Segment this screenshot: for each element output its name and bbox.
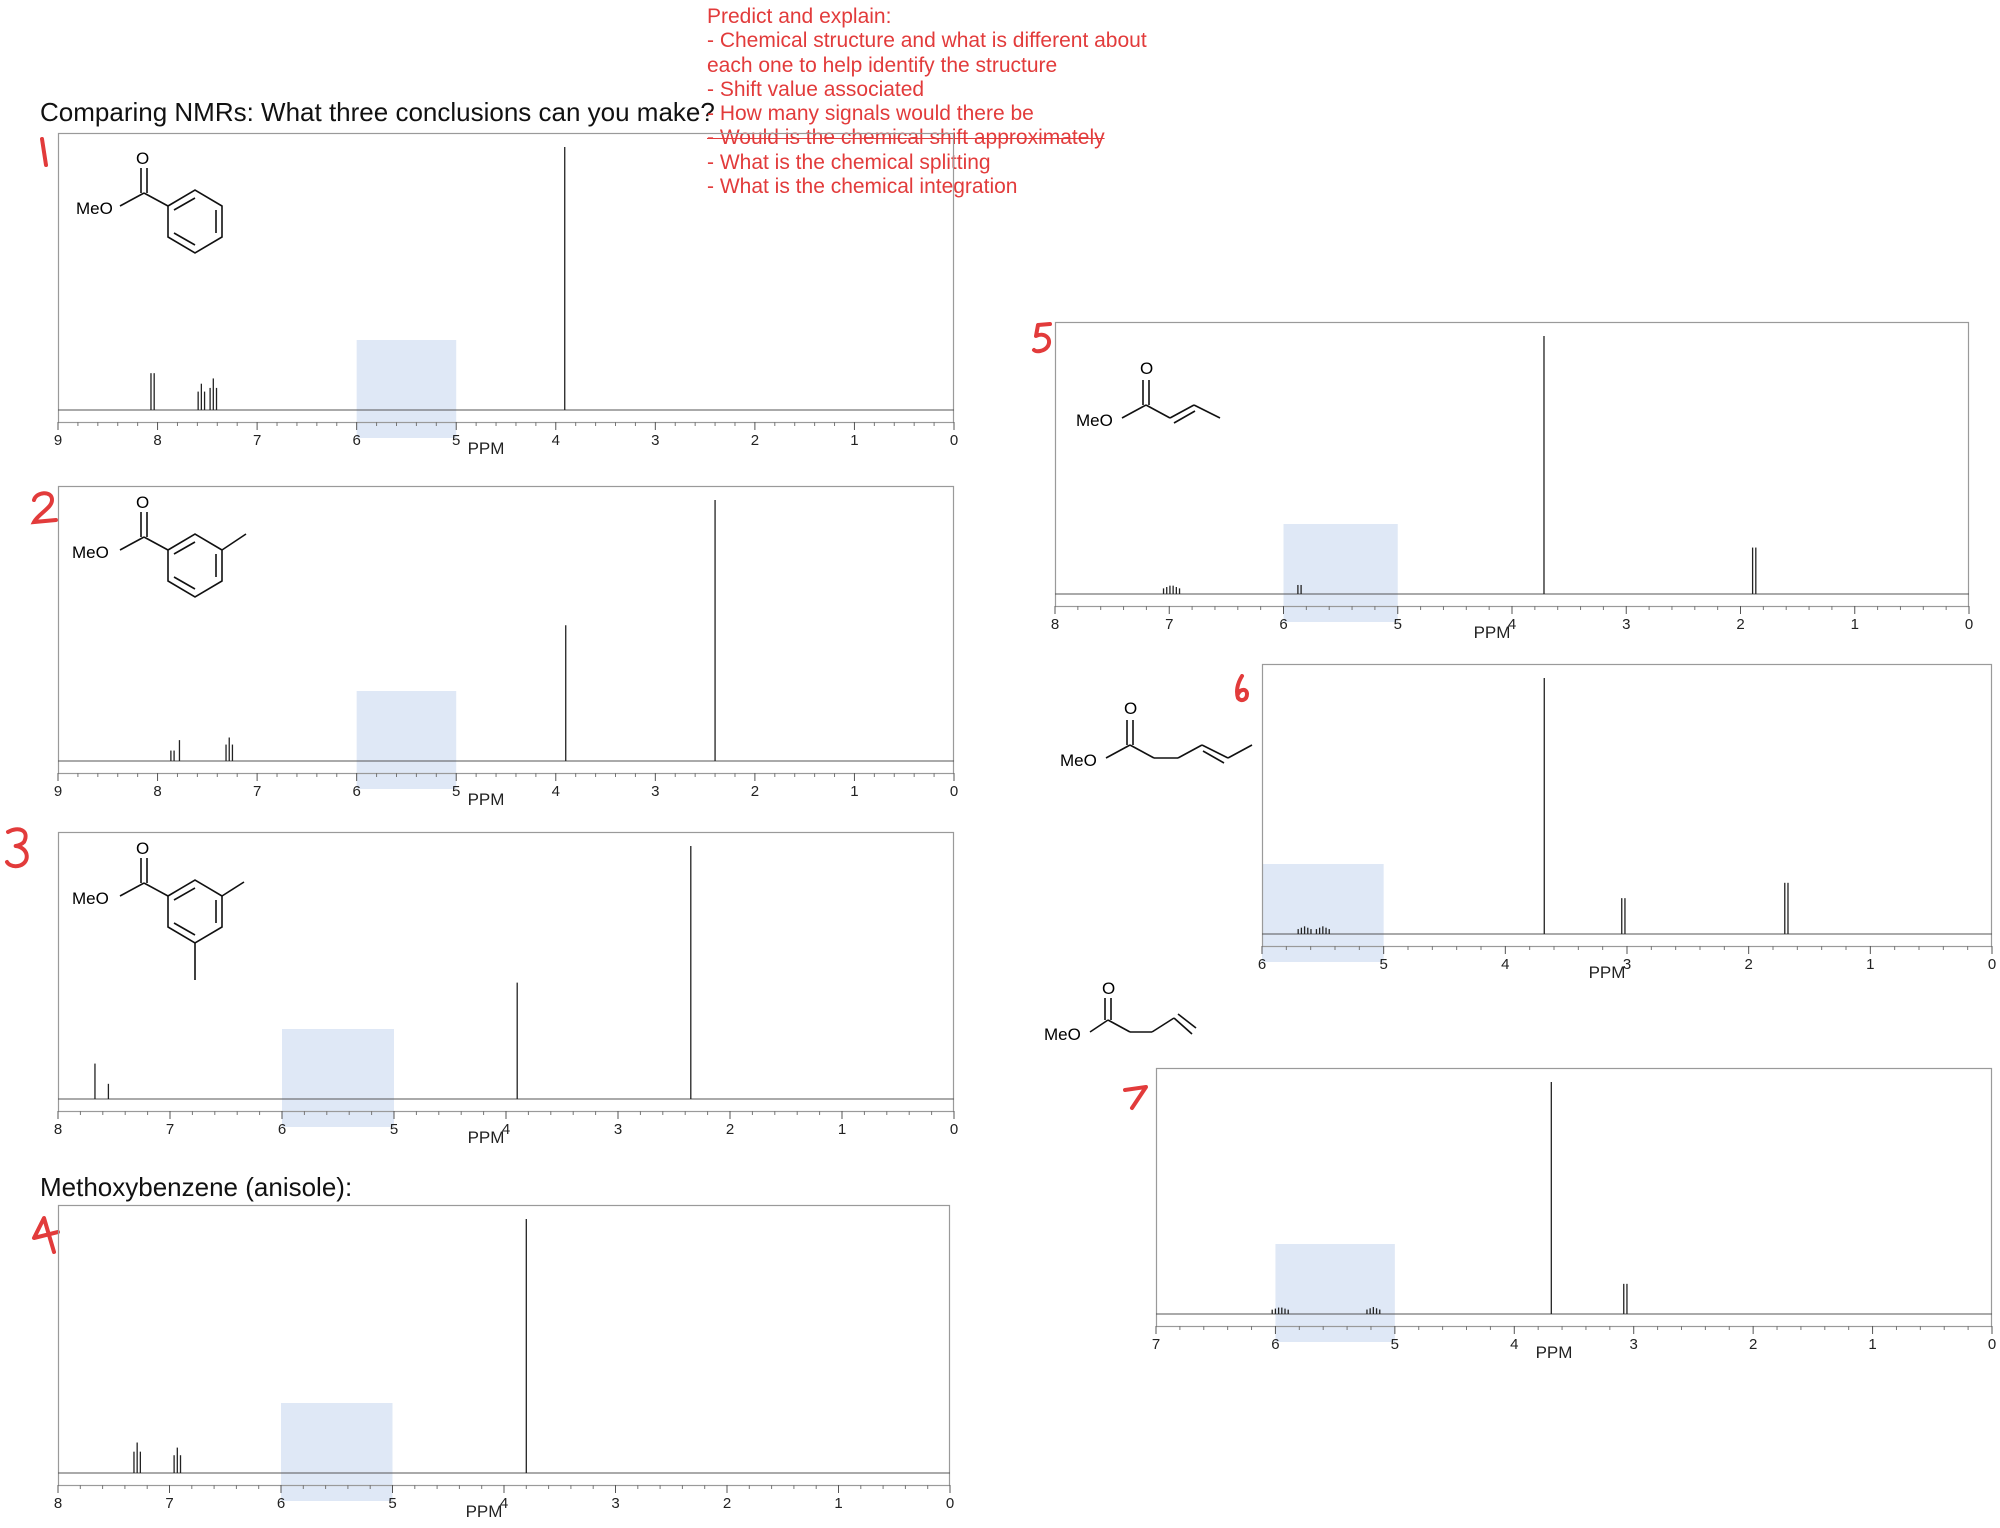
nmr-spectrum-5 [1050,322,1974,644]
nmr-peak [174,1448,180,1473]
nmr-peak [1785,883,1788,934]
x-tick-label: 3 [613,1121,623,1138]
x-tick-label: 5 [389,1121,399,1138]
x-tick-label: 1 [834,1495,843,1512]
handwritten-5-icon [1030,320,1054,356]
nmr-spectrum-3 [53,832,959,1149]
x-tick-label: 8 [53,1495,63,1512]
methoxy-label: MeO [76,199,113,218]
nmr-peak [134,1443,140,1473]
x-axis-label: PPM [467,790,505,809]
highlight-band [357,340,457,438]
x-tick-label: 7 [252,783,262,800]
methyl-3-butenoate-structure-icon [1044,980,1224,1050]
carbonyl-oxygen-label: O [136,493,150,512]
x-tick-label: 0 [1964,616,1974,633]
nmr-spectrum-7 [1151,1068,1997,1364]
highlight-band [282,1029,394,1127]
page-title: Comparing NMRs: What three conclusions can you make? [40,97,715,127]
x-tick-label: 2 [1736,616,1745,633]
carbonyl-oxygen-label: O [136,149,150,168]
plot-frame [59,1206,950,1486]
plot-frame [59,487,954,774]
nmr-peak [1164,586,1180,594]
handwritten-3-icon [4,826,34,870]
x-tick-label: 1 [1868,1336,1877,1353]
x-tick-label: 3 [651,432,660,449]
x-tick-label: 1 [1850,616,1859,633]
plot-frame [59,833,954,1112]
x-tick-label: 0 [949,432,959,449]
methoxy-label: MeO [72,543,109,562]
x-tick-label: 2 [750,432,760,449]
carbonyl-oxygen-label: O [1140,359,1154,378]
x-tick-label: 1 [850,432,859,449]
anisole-section-title: Methoxybenzene (anisole): [40,1172,353,1202]
instruction-line: - What is the chemical splitting [707,150,991,174]
spectrum-plot [1257,664,1997,984]
instruction-line: - How many signals would there be [707,102,1034,126]
methoxy-label: MeO [1060,751,1097,770]
spectrum-plot [53,832,959,1149]
x-tick-label: 8 [53,1121,63,1138]
highlight-band [1284,524,1398,622]
plot-frame [1056,323,1969,607]
x-tick-label: 2 [722,1495,732,1512]
x-tick-label: 3 [1622,616,1631,633]
nmr-peak [1624,1284,1627,1314]
x-axis-label: PPM [1473,623,1511,642]
x-tick-label: 4 [499,1495,509,1512]
x-axis-label: PPM [1535,1343,1573,1362]
spectrum-plot [1050,322,1974,644]
x-tick-label: 1 [1866,956,1875,973]
nmr-peak [226,738,232,761]
x-axis-label: PPM [467,1128,505,1147]
x-tick-label: 6 [1279,616,1288,633]
nmr-peak [210,378,216,410]
x-tick-label: 5 [1379,956,1388,973]
x-tick-label: 3 [611,1495,620,1512]
handwritten-2-icon [30,490,60,526]
x-tick-label: 0 [949,783,959,800]
instruction-line: - What is the chemical integration [707,175,1018,199]
panel-number-1 [36,131,52,175]
x-tick-label: 6 [1271,1336,1280,1353]
x-tick-label: 5 [452,783,461,800]
x-tick-label: 8 [153,783,162,800]
instruction-line: Predict and explain: [707,5,892,28]
x-tick-label: 2 [1744,956,1753,973]
nmr-peak [1753,548,1756,594]
spectrum-plot [53,486,959,811]
carbonyl-oxygen-label: O [1102,979,1116,998]
x-tick-label: 7 [165,1121,175,1138]
methoxy-label: MeO [72,889,109,908]
x-tick-label: 4 [1507,616,1517,633]
x-tick-label: 2 [1748,1336,1758,1353]
x-tick-label: 1 [850,783,859,800]
structure-methyl-3-butenoate [1044,980,1224,1055]
handwritten-4-icon [30,1212,60,1254]
panel-number-5 [1030,320,1054,364]
x-tick-label: 3 [1629,1336,1638,1353]
x-tick-label: 9 [53,432,63,449]
nmr-peak [151,373,154,410]
x-tick-label: 7 [252,432,262,449]
highlight-band [357,691,457,789]
x-axis-label: PPM [465,1502,503,1521]
highlight-band [1275,1244,1394,1342]
methoxy-label: MeO [1044,1025,1081,1044]
x-tick-label: 0 [949,1121,959,1138]
spectrum-plot [53,133,959,460]
methoxy-label: MeO [1076,411,1113,430]
x-tick-label: 9 [53,783,63,800]
panel-number-4 [30,1212,60,1262]
carbonyl-oxygen-label: O [1124,699,1138,718]
x-tick-label: 6 [276,1495,286,1512]
structure-methyl-3-pentenoate [1058,690,1268,795]
x-axis-label: PPM [1588,963,1626,982]
x-tick-label: 4 [551,432,560,449]
x-tick-label: 5 [1390,1336,1400,1353]
x-tick-label: 6 [352,432,361,449]
highlight-band [281,1403,393,1501]
x-tick-label: 6 [352,783,361,800]
x-tick-label: 0 [945,1495,955,1512]
panel-number-3 [4,826,34,878]
panel-number-2 [30,490,60,534]
x-tick-label: 4 [1510,1336,1519,1353]
x-tick-label: 8 [153,432,162,449]
nmr-peak [198,384,204,410]
methyl-3-pentenoate-structure-icon [1058,690,1268,790]
x-tick-label: 4 [551,783,560,800]
x-tick-label: 7 [165,1495,174,1512]
instruction-line: - Shift value associated [707,77,925,101]
nmr-spectrum-6 [1257,664,1997,984]
nmr-spectrum-4 [53,1205,955,1523]
x-tick-label: 5 [388,1495,397,1512]
x-tick-label: 5 [1393,616,1402,633]
nmr-peak [171,751,174,761]
x-tick-label: 2 [750,783,760,800]
nmr-spectrum-1 [53,133,959,460]
x-tick-label: 8 [1050,616,1060,633]
x-tick-label: 7 [1165,616,1174,633]
nmr-peak [1622,898,1625,934]
x-axis-label: PPM [467,439,505,458]
x-tick-label: 6 [1257,956,1267,973]
plot-frame [59,134,954,423]
x-tick-label: 2 [725,1121,735,1138]
spectrum-plot [53,1205,955,1523]
panel-number-7 [1122,1076,1150,1120]
x-tick-label: 7 [1151,1336,1161,1353]
nmr-spectrum-2 [53,486,959,811]
carbonyl-oxygen-label: O [136,839,150,858]
x-tick-label: 4 [501,1121,511,1138]
x-tick-label: 6 [277,1121,287,1138]
x-tick-label: 1 [837,1121,847,1138]
highlight-band [1262,864,1384,962]
instruction-line: - Chemical structure and what is different about [707,29,1147,53]
handwritten-1-icon [36,137,52,167]
x-tick-label: 4 [1501,956,1510,973]
x-tick-label: 3 [1622,956,1632,973]
instruction-line: each one to help identify the structure [707,53,1058,77]
spectrum-plot [1151,1068,1997,1364]
x-tick-label: 0 [1987,1336,1997,1353]
instruction-line: - Would is the chemical shift approximately [707,126,1105,150]
handwritten-7-icon [1122,1084,1150,1112]
x-tick-label: 0 [1987,956,1997,973]
x-tick-label: 3 [651,783,660,800]
x-tick-label: 5 [452,432,461,449]
